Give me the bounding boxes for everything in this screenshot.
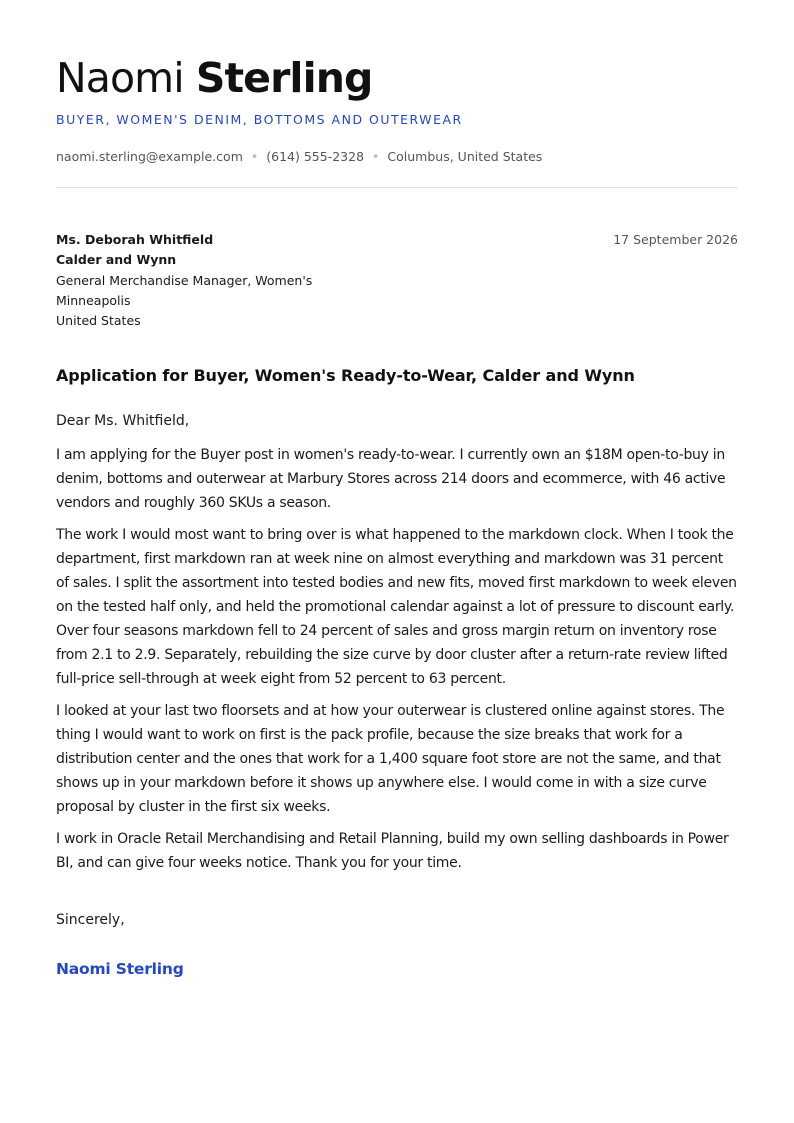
letter-subject: Application for Buyer, Women's Ready-to-Wear, Calder and Wynn [56, 366, 635, 386]
applicant-first-name: Naomi [56, 54, 184, 102]
recipient-company: Calder and Wynn [56, 252, 177, 268]
recipient-name: Ms. Deborah Whitfield [56, 232, 214, 247]
contact-email: naomi.sterling@example.com [56, 149, 243, 164]
recipient-block [56, 230, 312, 331]
contact-phone: (614) 555-2328 [266, 149, 365, 164]
contact-location: Columbus, United States [387, 149, 543, 164]
applicant-last-name: Sterling [195, 54, 373, 102]
letter-header [56, 0, 738, 188]
contact-line [56, 149, 738, 165]
letter-signature: Naomi Sterling [56, 960, 184, 979]
recipient-title: General Merchandise Manager, Women's [56, 272, 313, 288]
applicant-name [56, 54, 738, 102]
applicant-role: BUYER, WOMEN'S DENIM, BOTTOMS AND OUTERWEAR [56, 112, 463, 127]
body-paragraph: I looked at your last two floorsets and at how your outerwear is clustered online against stores. The thing I would want to work on first is the pack profile, because the size breaks that work for a distribution center and the ones that work for a 1,400 square foot store are not the same, and that shows up in your markdown before it shows up anywhere else. I would come in with a size curve proposal by cluster in the first six weeks. [56, 703, 725, 816]
letter-salutation: Dear Ms. Whitfield, [56, 413, 190, 430]
contact-separator: • [250, 149, 259, 164]
letter-date: 17 September 2026 [613, 232, 738, 247]
body-paragraph: The work I would most want to bring over is what happened to the markdown clock. When I took the department, first markdown ran at week nine on almost everything and markdown was 31 percent of sales. I split the assortment into tested bodies and new fits, moved first markdown to week eleven on the tested half only, and held the promotional calendar against a lot of pressure to discount early. Over four seasons markdown fell to 24 percent of sales and gross margin return on inventory rose from 2.1 to 2.9. Separately, rebuilding the size curve by door cluster after a return-rate review lifted full-price sell-through at week eight from 52 percent to 63 percent. [56, 527, 737, 688]
letter-closing: Sincerely, [56, 912, 125, 929]
contact-separator: • [372, 149, 380, 164]
recipient-city: Minneapolis [56, 292, 131, 308]
recipient-country: United States [56, 313, 141, 329]
body-paragraph: I work in Oracle Retail Merchandising and Retail Planning, build my own selling dashboards in Power BI, and can give four weeks notice. Thank you for your time. [56, 831, 729, 872]
header-divider [56, 187, 738, 188]
letter-meta [56, 230, 738, 331]
body-paragraph: I am applying for the Buyer post in women's ready-to-wear. I currently own an $18M open-to-buy in denim, bottoms and outerwear at Marbury Stores across 214 doors and ecommerce, with 46 active vendors and roughly 360 SKUs a season. [56, 447, 726, 512]
letter-body [56, 443, 738, 875]
